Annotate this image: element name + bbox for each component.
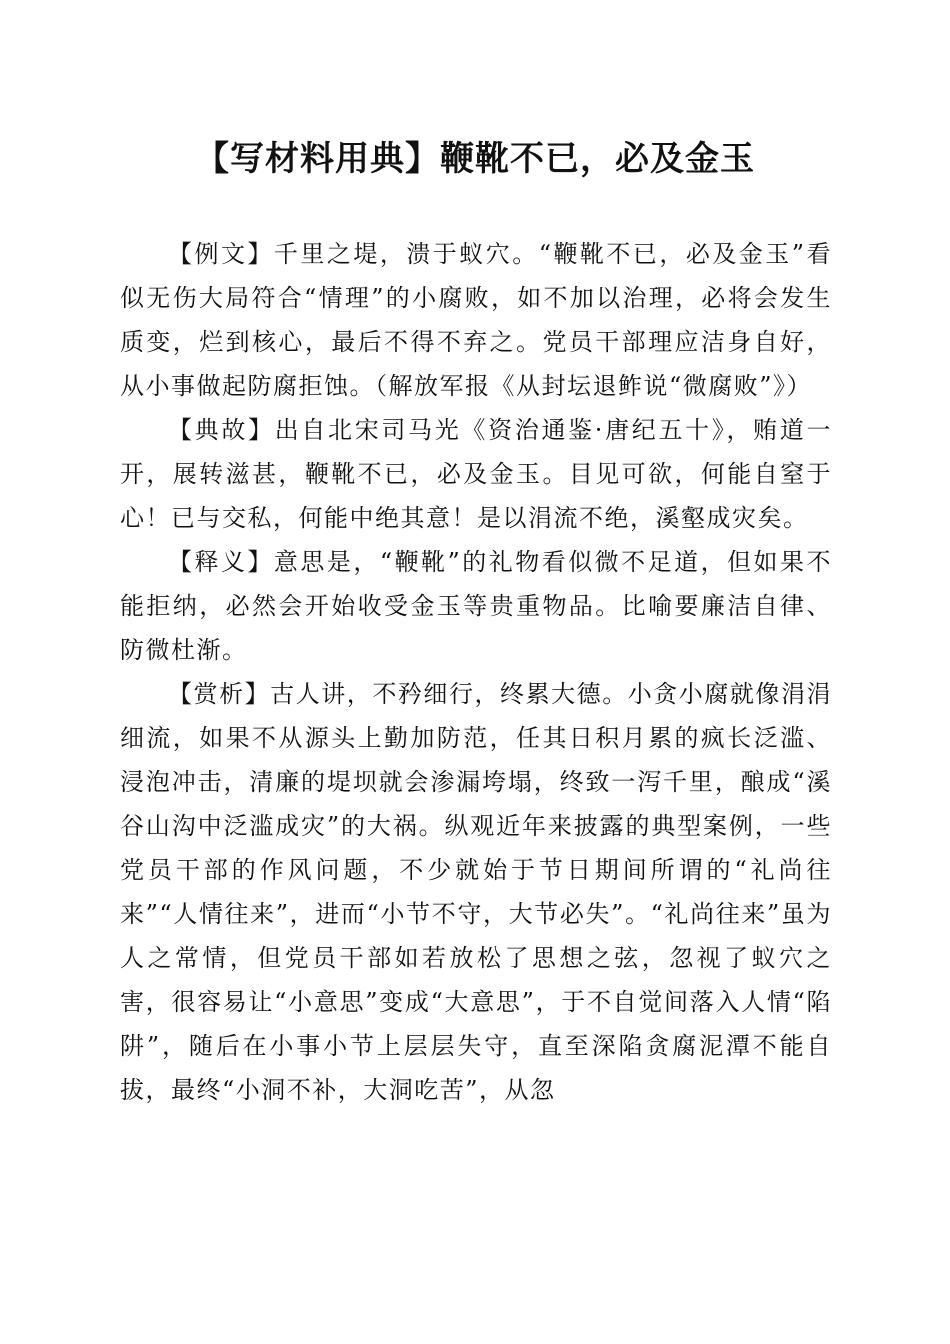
document-title: 【写材料用典】鞭靴不已，必及金玉: [195, 139, 755, 179]
paragraph-label: 【赏析】: [168, 680, 271, 708]
paragraph-text: 意思是，“鞭靴”的礼物看似微不足道，但如果不能拒纳，必然会开始收受金玉等贵重物品。比喻要廉洁自律、防微杜渐。: [120, 548, 833, 664]
paragraph-meaning: [120, 540, 832, 672]
paragraph-label: 【典故】: [168, 416, 275, 444]
paragraph-label: 【释义】: [168, 548, 274, 576]
paragraph-text: 千里之堤，溃于蚁穴。“鞭靴不已，必及金玉”看似无伤大局符合“情理”的小腐败，如不加以治理，必将会发生质变，烂到核心，最后不得不弃之。党员干部理应洁身自好，从小事做起防腐拒蚀。（解放军报《从封坛退鲊说“微腐败”》）: [120, 240, 833, 400]
paragraph-analysis: [120, 672, 832, 1112]
paragraph-allusion: [120, 408, 832, 540]
paragraph-text: 出自北宋司马光《资治通鉴·唐纪五十》，贿道一开，展转滋甚，鞭靴不已，必及金玉。目见可欲，何能自窒于心！已与交私，何能中绝其意！是以涓流不绝，溪壑成灾矣。: [120, 416, 832, 532]
document-body: [120, 232, 832, 1112]
paragraph-label: 【例文】: [168, 240, 274, 268]
paragraph-example: [120, 232, 832, 408]
paragraph-text: 古人讲，不矜细行，终累大德。小贪小腐就像涓涓细流，如果不从源头上勤加防范，任其日积月累的疯长泛滥、浸泡冲击，清廉的堤坝就会渗漏垮塌，终致一泻千里，酿成“溪谷山沟中泛滥成灾”的大祸。纵观近年来披露的典型案例，一些党员干部的作风问题，不少就始于节日期间所谓的“礼尚往来”“人情往来”，进而“小节不守，大节必失”。“礼尚往来”虽为人之常情，但党员干部如若放松了思想之弦，忽视了蚁穴之害，很容易让“小意思”变成“大意思”，于不自觉间落入人情“陷阱”，随后在小事小节上层层失守，直至深陷贪腐泥潭不能自拔，最终“小洞不补，大洞吃苦”，从忽: [120, 680, 833, 1104]
